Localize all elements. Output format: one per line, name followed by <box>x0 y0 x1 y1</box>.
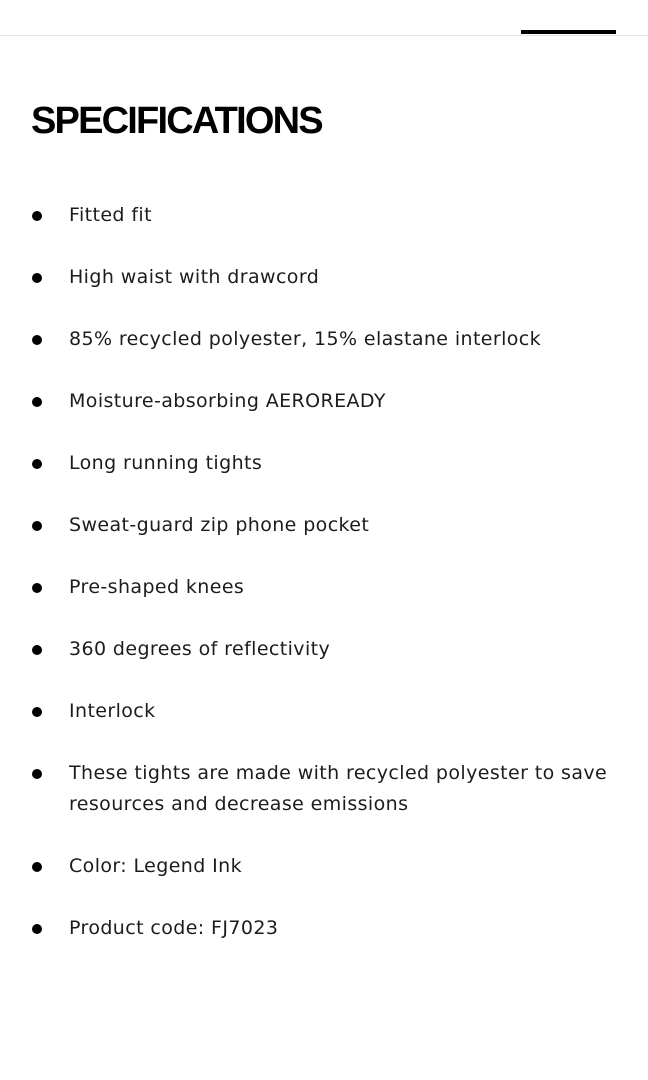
spec-text: Long running tights <box>69 452 263 474</box>
spec-text: Moisture-absorbing AEROREADY <box>69 390 386 412</box>
bullet-icon <box>32 211 42 221</box>
bullet-icon <box>32 459 42 469</box>
spec-item <box>0 913 648 944</box>
bullet-icon <box>32 924 42 934</box>
section-title: SPECIFICATIONS <box>31 100 322 142</box>
spec-item <box>0 386 648 417</box>
spec-text: Product code: FJ7023 <box>69 917 279 939</box>
spec-item <box>0 324 648 355</box>
spec-item <box>0 262 648 293</box>
bullet-icon <box>32 335 42 345</box>
spec-text: These tights are made with recycled polyester to save resources and decrease emissions <box>69 762 608 815</box>
tab-bar <box>0 0 648 36</box>
bullet-icon <box>32 862 42 872</box>
bullet-icon <box>32 583 42 593</box>
spec-item <box>0 696 648 727</box>
spec-text: High waist with drawcord <box>69 266 320 288</box>
spec-item <box>0 200 648 231</box>
specifications-list <box>0 200 648 975</box>
spec-item <box>0 758 648 820</box>
active-tab-indicator <box>521 30 616 34</box>
spec-item <box>0 851 648 882</box>
spec-item <box>0 634 648 665</box>
bullet-icon <box>32 521 42 531</box>
spec-text: Pre-shaped knees <box>69 576 245 598</box>
spec-text: Fitted fit <box>69 204 152 226</box>
bullet-icon <box>32 645 42 655</box>
spec-item <box>0 448 648 479</box>
spec-text: 360 degrees of reflectivity <box>69 638 331 660</box>
spec-item <box>0 572 648 603</box>
spec-text: 85% recycled polyester, 15% elastane interlock <box>69 328 542 350</box>
bullet-icon <box>32 707 42 717</box>
bullet-icon <box>32 769 42 779</box>
bullet-icon <box>32 397 42 407</box>
spec-item <box>0 510 648 541</box>
bullet-icon <box>32 273 42 283</box>
spec-text: Interlock <box>69 700 156 722</box>
spec-text: Sweat-guard zip phone pocket <box>69 514 370 536</box>
spec-text: Color: Legend Ink <box>69 855 242 877</box>
